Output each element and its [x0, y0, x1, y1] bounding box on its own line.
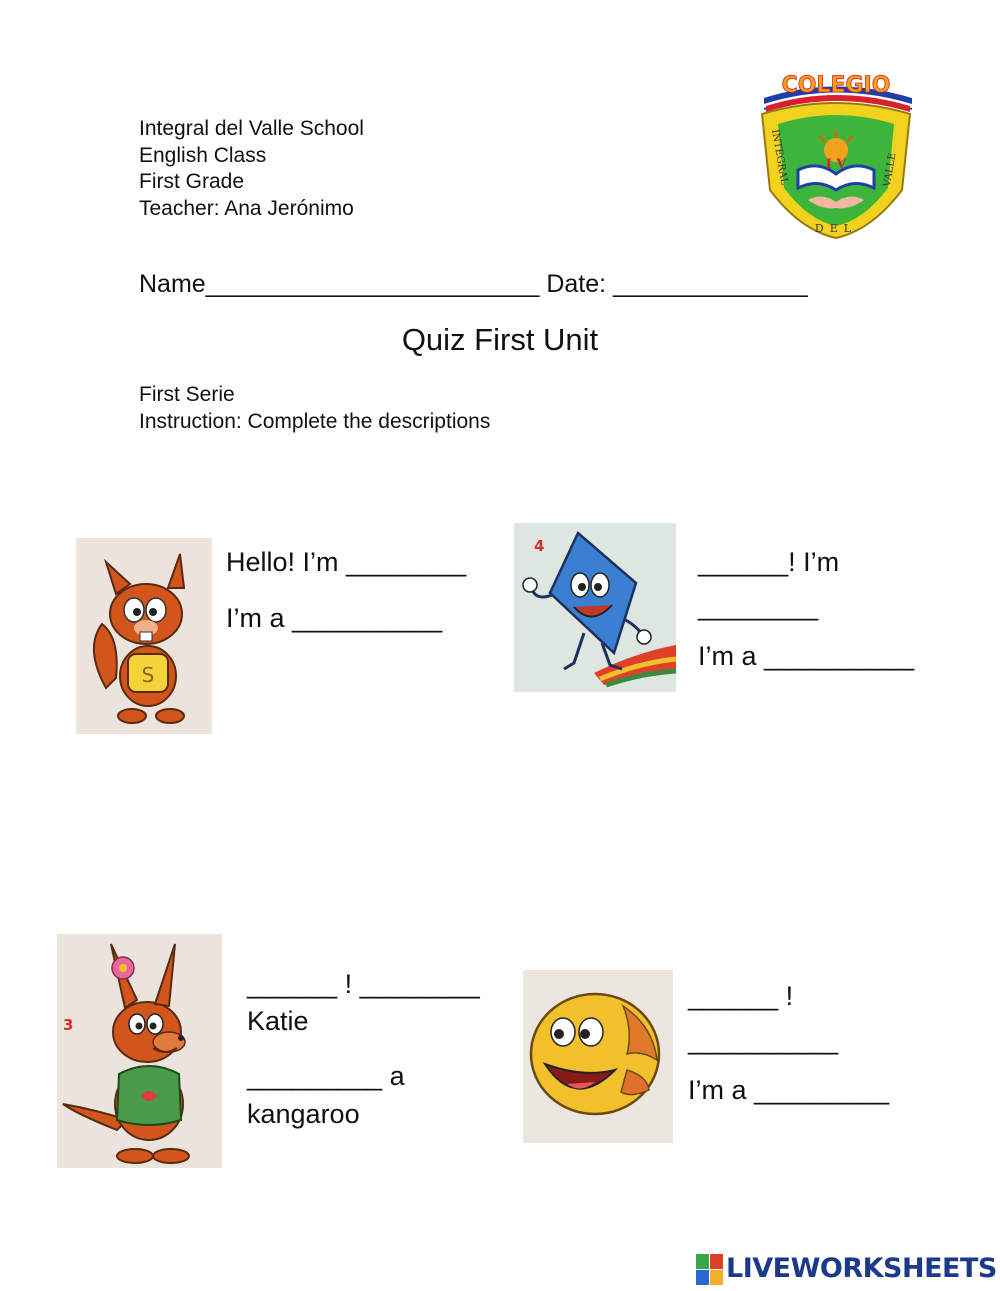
kite-line-3[interactable]: I’m a __________	[698, 641, 915, 671]
class-name: English Class	[139, 143, 267, 167]
liveworksheets-logo[interactable]	[696, 1252, 996, 1286]
teacher-name: Teacher: Ana Jerónimo	[139, 196, 354, 220]
logo-top-text: COLEGIO	[781, 73, 891, 98]
logo-letter-text	[826, 157, 848, 172]
kite-image	[514, 523, 676, 692]
kangaroo-line-2: Katie	[247, 1006, 309, 1036]
squirrel-line-2[interactable]: I’m a __________	[226, 603, 443, 633]
kangaroo-number: 3	[63, 1016, 74, 1034]
logo-left-word: INTEGRAL	[769, 128, 790, 186]
school-name: Integral del Valle School	[139, 117, 364, 140]
squirrel-image	[76, 538, 212, 734]
ball-line-3[interactable]: I’m a _________	[688, 1075, 890, 1105]
serie-label: First Serie	[139, 383, 235, 406]
kite-line-1[interactable]: ______! I’m	[698, 547, 840, 577]
serie-instruction: Instruction: Complete the descriptions	[139, 409, 491, 433]
ball-line-2[interactable]: __________	[688, 1025, 839, 1055]
kangaroo-line-4: kangaroo	[247, 1099, 360, 1129]
logo-bottom-word: DEL	[814, 222, 858, 235]
quiz-title: Quiz First Unit	[401, 322, 599, 357]
kite-number: 4	[534, 537, 545, 555]
kangaroo-line-1[interactable]: ______ ! ________	[247, 969, 480, 999]
logo-right-word: VALLE	[881, 151, 899, 188]
school-header	[139, 116, 364, 222]
ball-image	[523, 970, 673, 1143]
squirrel-line-1[interactable]: Hello! I’m ________	[226, 547, 467, 577]
serie-block	[139, 382, 490, 435]
grade: First Grade	[139, 170, 245, 193]
kangaroo-line-3[interactable]: _________ a	[247, 1061, 405, 1091]
logo-letters: I V	[825, 157, 847, 172]
liveworksheets-wordmark: LIVEWORKSHEETS	[726, 1253, 997, 1284]
kangaroo-image	[57, 934, 222, 1168]
squirrel-shirt-letter: S	[141, 663, 155, 687]
name-date-line[interactable]: Name________________________ Date: ______________	[139, 270, 808, 298]
ball-line-1[interactable]: ______ !	[688, 981, 794, 1011]
kite-line-2[interactable]: ________	[698, 591, 819, 621]
school-logo	[752, 70, 920, 245]
liveworksheets-badge-icon	[696, 1254, 724, 1286]
